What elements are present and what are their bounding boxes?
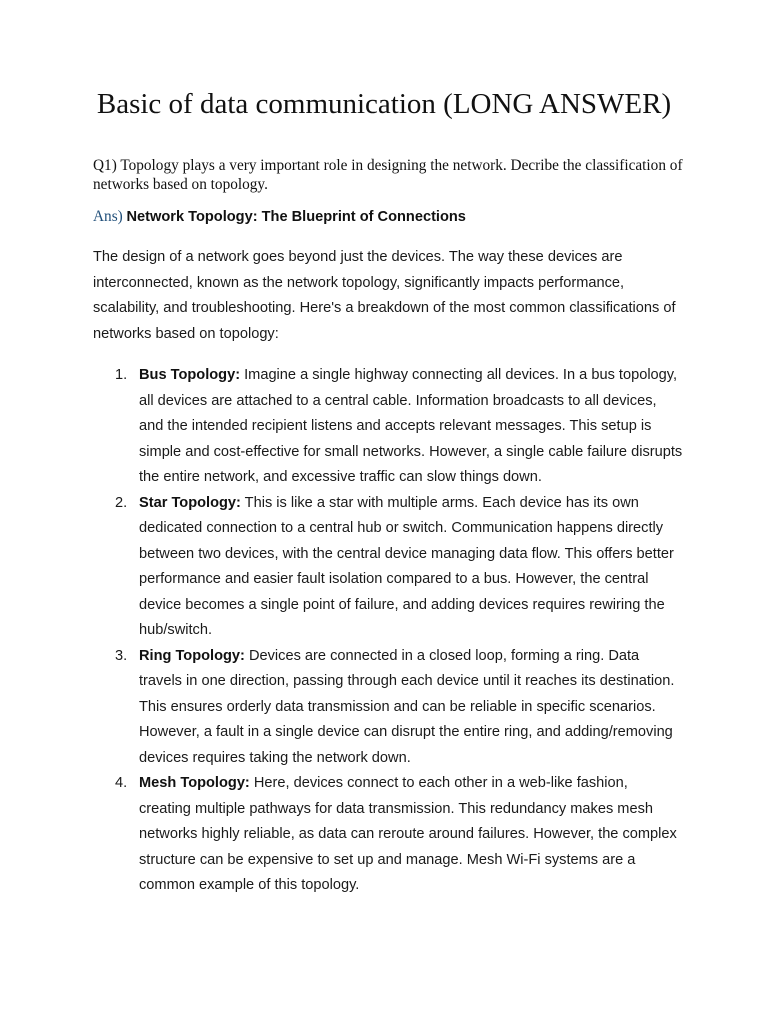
topology-description: Imagine a single highway connecting all devices. In a bus topology, all devices are attached to a central cable. Information broadcasts to all devices, and the intended recipient listens and accepts relevant messages. This setup is simple and cost-effective for small networks. However, a single cable failure disrupts the entire network, and excessive traffic can slow things down. — [139, 367, 683, 485]
list-item — [93, 491, 683, 644]
topology-name: Mesh Topology: — [139, 775, 250, 791]
topology-description: Devices are connected in a closed loop, forming a ring. Data travels in one direction, passing through each device until it reaches its destination. This ensures orderly data transmission and can be reliable in specific scenarios. However, a fault in a single device can disrupt the entire ring, and adding/removing devices requires taking the network down. — [139, 647, 675, 766]
list-item-number: 2. — [115, 494, 128, 511]
question-text: Q1) Topology plays a very important role in designing the network. Decribe the classification of networks based on topology. — [93, 157, 683, 193]
intro-paragraph: The design of a network goes beyond just the devices. The way these devices are interconnected, known as the network topology, significantly impacts performance, scalability, and troubleshooting. Here's a breakdown of the most common classifications of networks based on topology: — [93, 249, 676, 342]
answer-title: Network Topology: The Blueprint of Connections — [126, 209, 466, 225]
list-item — [93, 771, 683, 899]
answer-heading — [93, 207, 693, 227]
list-item — [93, 363, 683, 491]
topology-name: Star Topology: — [139, 494, 241, 511]
answer-label: Ans) — [93, 208, 123, 225]
list-item-number: 3. — [115, 647, 128, 664]
list-item — [93, 644, 683, 772]
topology-list — [93, 363, 693, 899]
page-title: Basic of data communication (LONG ANSWER) — [96, 88, 672, 120]
topology-description: Here, devices connect to each other in a web-like fashion, creating multiple pathways for data transmission. This redundancy makes mesh networks highly reliable, as data can reroute around failures. However, the complex structure can be expensive to set up and manage. Mesh Wi-Fi systems are a common example of this topology. — [139, 775, 677, 893]
topology-name: Ring Topology: — [139, 647, 245, 664]
topology-name: Bus Topology: — [139, 367, 241, 383]
list-item-number: 1. — [115, 367, 128, 383]
list-item-number: 4. — [115, 775, 128, 791]
topology-description: This is like a star with multiple arms. Each device has its own dedicated connection to a central hub or switch. Communication happens directly between two devices, with the central device managing data flow. This offers better performance and easier fault isolation compared to a bus. However, the central device becomes a single point of failure, and adding devices requires rewiring the hub/switch. — [139, 494, 674, 638]
